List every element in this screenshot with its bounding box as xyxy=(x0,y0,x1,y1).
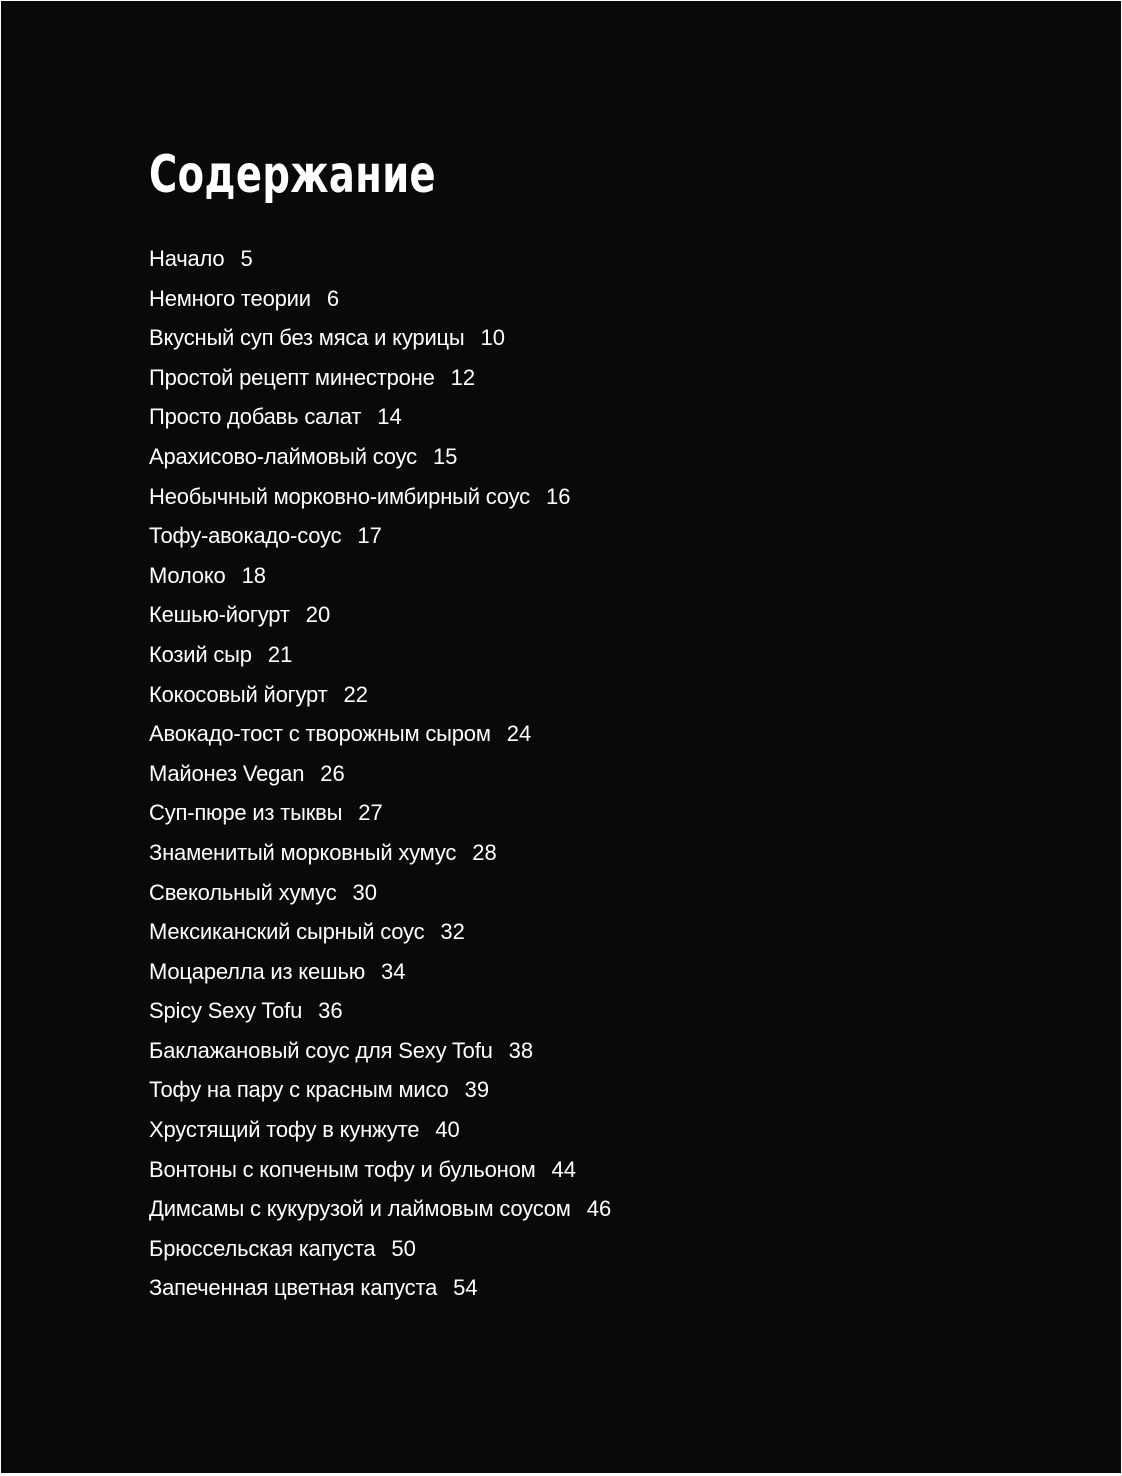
toc-entry xyxy=(149,597,611,637)
toc-entry xyxy=(149,1191,611,1231)
toc-entry-title: Знаменитый морковный хумус xyxy=(149,839,457,865)
toc-entry-page-number: 12 xyxy=(450,364,476,390)
toc-entry-title: Димсамы с кукурузой и лаймовым соусом xyxy=(149,1196,571,1222)
toc-entry xyxy=(149,1072,611,1112)
toc-entry-page-number: 54 xyxy=(453,1275,478,1301)
toc-entry xyxy=(149,241,611,281)
toc-entry-title: Молоко xyxy=(149,562,226,588)
toc-entry xyxy=(149,1033,611,1073)
toc-entry-page-number: 22 xyxy=(343,681,368,707)
toc-entry xyxy=(149,756,611,796)
toc-entry-page-number: 14 xyxy=(377,404,402,430)
toc-entry-page-number: 38 xyxy=(508,1037,534,1063)
toc-entry-title: Вкусный суп без мяса и курицы xyxy=(149,325,465,351)
toc-entry-page-number: 32 xyxy=(440,919,465,945)
toc-entry-title: Моцарелла из кешью xyxy=(149,958,366,984)
toc-entry-page-number: 50 xyxy=(391,1235,416,1261)
toc-entry-title: Свекольный хумус xyxy=(149,879,337,905)
toc-entry xyxy=(149,399,611,439)
table-of-contents xyxy=(149,241,611,1310)
toc-entry xyxy=(149,993,611,1033)
toc-entry-title: Майонез Vegan xyxy=(149,760,305,786)
toc-entry-page-number: 46 xyxy=(586,1196,612,1222)
toc-entry xyxy=(149,479,611,519)
toc-entry xyxy=(149,360,611,400)
toc-entry-title: Баклажановый соус для Sexy Tofu xyxy=(149,1037,493,1063)
toc-entry-page-number: 39 xyxy=(464,1077,490,1103)
toc-entry-page-number: 24 xyxy=(506,721,532,747)
toc-entry xyxy=(149,637,611,677)
toc-entry-title: Начало xyxy=(149,246,225,271)
toc-entry xyxy=(149,320,611,360)
toc-entry-page-number: 21 xyxy=(267,641,293,667)
toc-entry-title: Козий сыр xyxy=(149,641,252,667)
toc-entry-page-number: 6 xyxy=(326,285,340,311)
toc-entry-title: Немного теории xyxy=(149,285,311,311)
toc-entry-page-number: 16 xyxy=(545,483,571,509)
toc-entry-page-number: 5 xyxy=(240,246,253,271)
toc-entry-title: Мексиканский сырный соус xyxy=(149,919,425,945)
toc-entry xyxy=(149,1152,611,1192)
toc-entry xyxy=(149,558,611,598)
toc-entry-title: Хрустящий тофу в кунжуте xyxy=(149,1117,420,1143)
toc-entry xyxy=(149,954,611,994)
toc-entry-title: Кокосовый йогурт xyxy=(149,681,328,707)
toc-entry-title: Вонтоны с копченым тофу и бульоном xyxy=(149,1156,536,1182)
toc-entry xyxy=(149,716,611,756)
toc-entry xyxy=(149,835,611,875)
toc-entry-page-number: 10 xyxy=(480,325,506,351)
toc-entry-title: Суп-пюре из тыквы xyxy=(149,800,343,826)
toc-entry-page-number: 30 xyxy=(352,879,378,905)
toc-entry xyxy=(149,875,611,915)
toc-entry xyxy=(149,914,611,954)
toc-entry-title: Кешью-йогурт xyxy=(149,602,290,628)
toc-entry-page-number: 26 xyxy=(320,760,345,786)
toc-entry-page-number: 18 xyxy=(241,562,267,588)
toc-entry-page-number: 34 xyxy=(381,958,406,984)
document-page xyxy=(1,1,1121,1473)
toc-entry-title: Spicy Sexy Tofu xyxy=(149,998,303,1024)
toc-entry-title: Запеченная цветная капуста xyxy=(149,1275,438,1301)
toc-entry-title: Арахисово-лаймовый соус xyxy=(149,443,417,469)
toc-entry-title: Брюссельская капуста xyxy=(149,1235,376,1261)
toc-entry-page-number: 17 xyxy=(357,523,382,549)
toc-entry xyxy=(149,518,611,558)
toc-entry-page-number: 44 xyxy=(551,1156,577,1182)
toc-entry xyxy=(149,795,611,835)
toc-entry-title: Необычный морковно-имбирный соус xyxy=(149,483,530,509)
toc-entry-page-number: 20 xyxy=(305,602,331,628)
toc-entry-page-number: 40 xyxy=(435,1117,460,1143)
toc-entry xyxy=(149,677,611,717)
toc-entry-title: Тофу на пару с красным мисо xyxy=(149,1077,449,1103)
toc-entry xyxy=(149,1112,611,1152)
toc-entry-title: Тофу-авокадо-соус xyxy=(149,523,342,549)
toc-entry-title: Простой рецепт минестроне xyxy=(149,364,435,390)
toc-entry-page-number: 27 xyxy=(358,800,383,826)
toc-entry xyxy=(149,281,611,321)
toc-entry-page-number: 15 xyxy=(432,443,458,469)
toc-entry-page-number: 36 xyxy=(318,998,343,1024)
toc-entry-title: Просто добавь салат xyxy=(149,404,362,430)
toc-entry xyxy=(149,439,611,479)
toc-entry-title: Авокадо-тост с творожным сыром xyxy=(149,721,491,747)
page-title: Содержание xyxy=(149,145,437,205)
toc-entry xyxy=(149,1231,611,1271)
toc-entry-page-number: 28 xyxy=(472,839,497,865)
toc-entry xyxy=(149,1270,611,1310)
